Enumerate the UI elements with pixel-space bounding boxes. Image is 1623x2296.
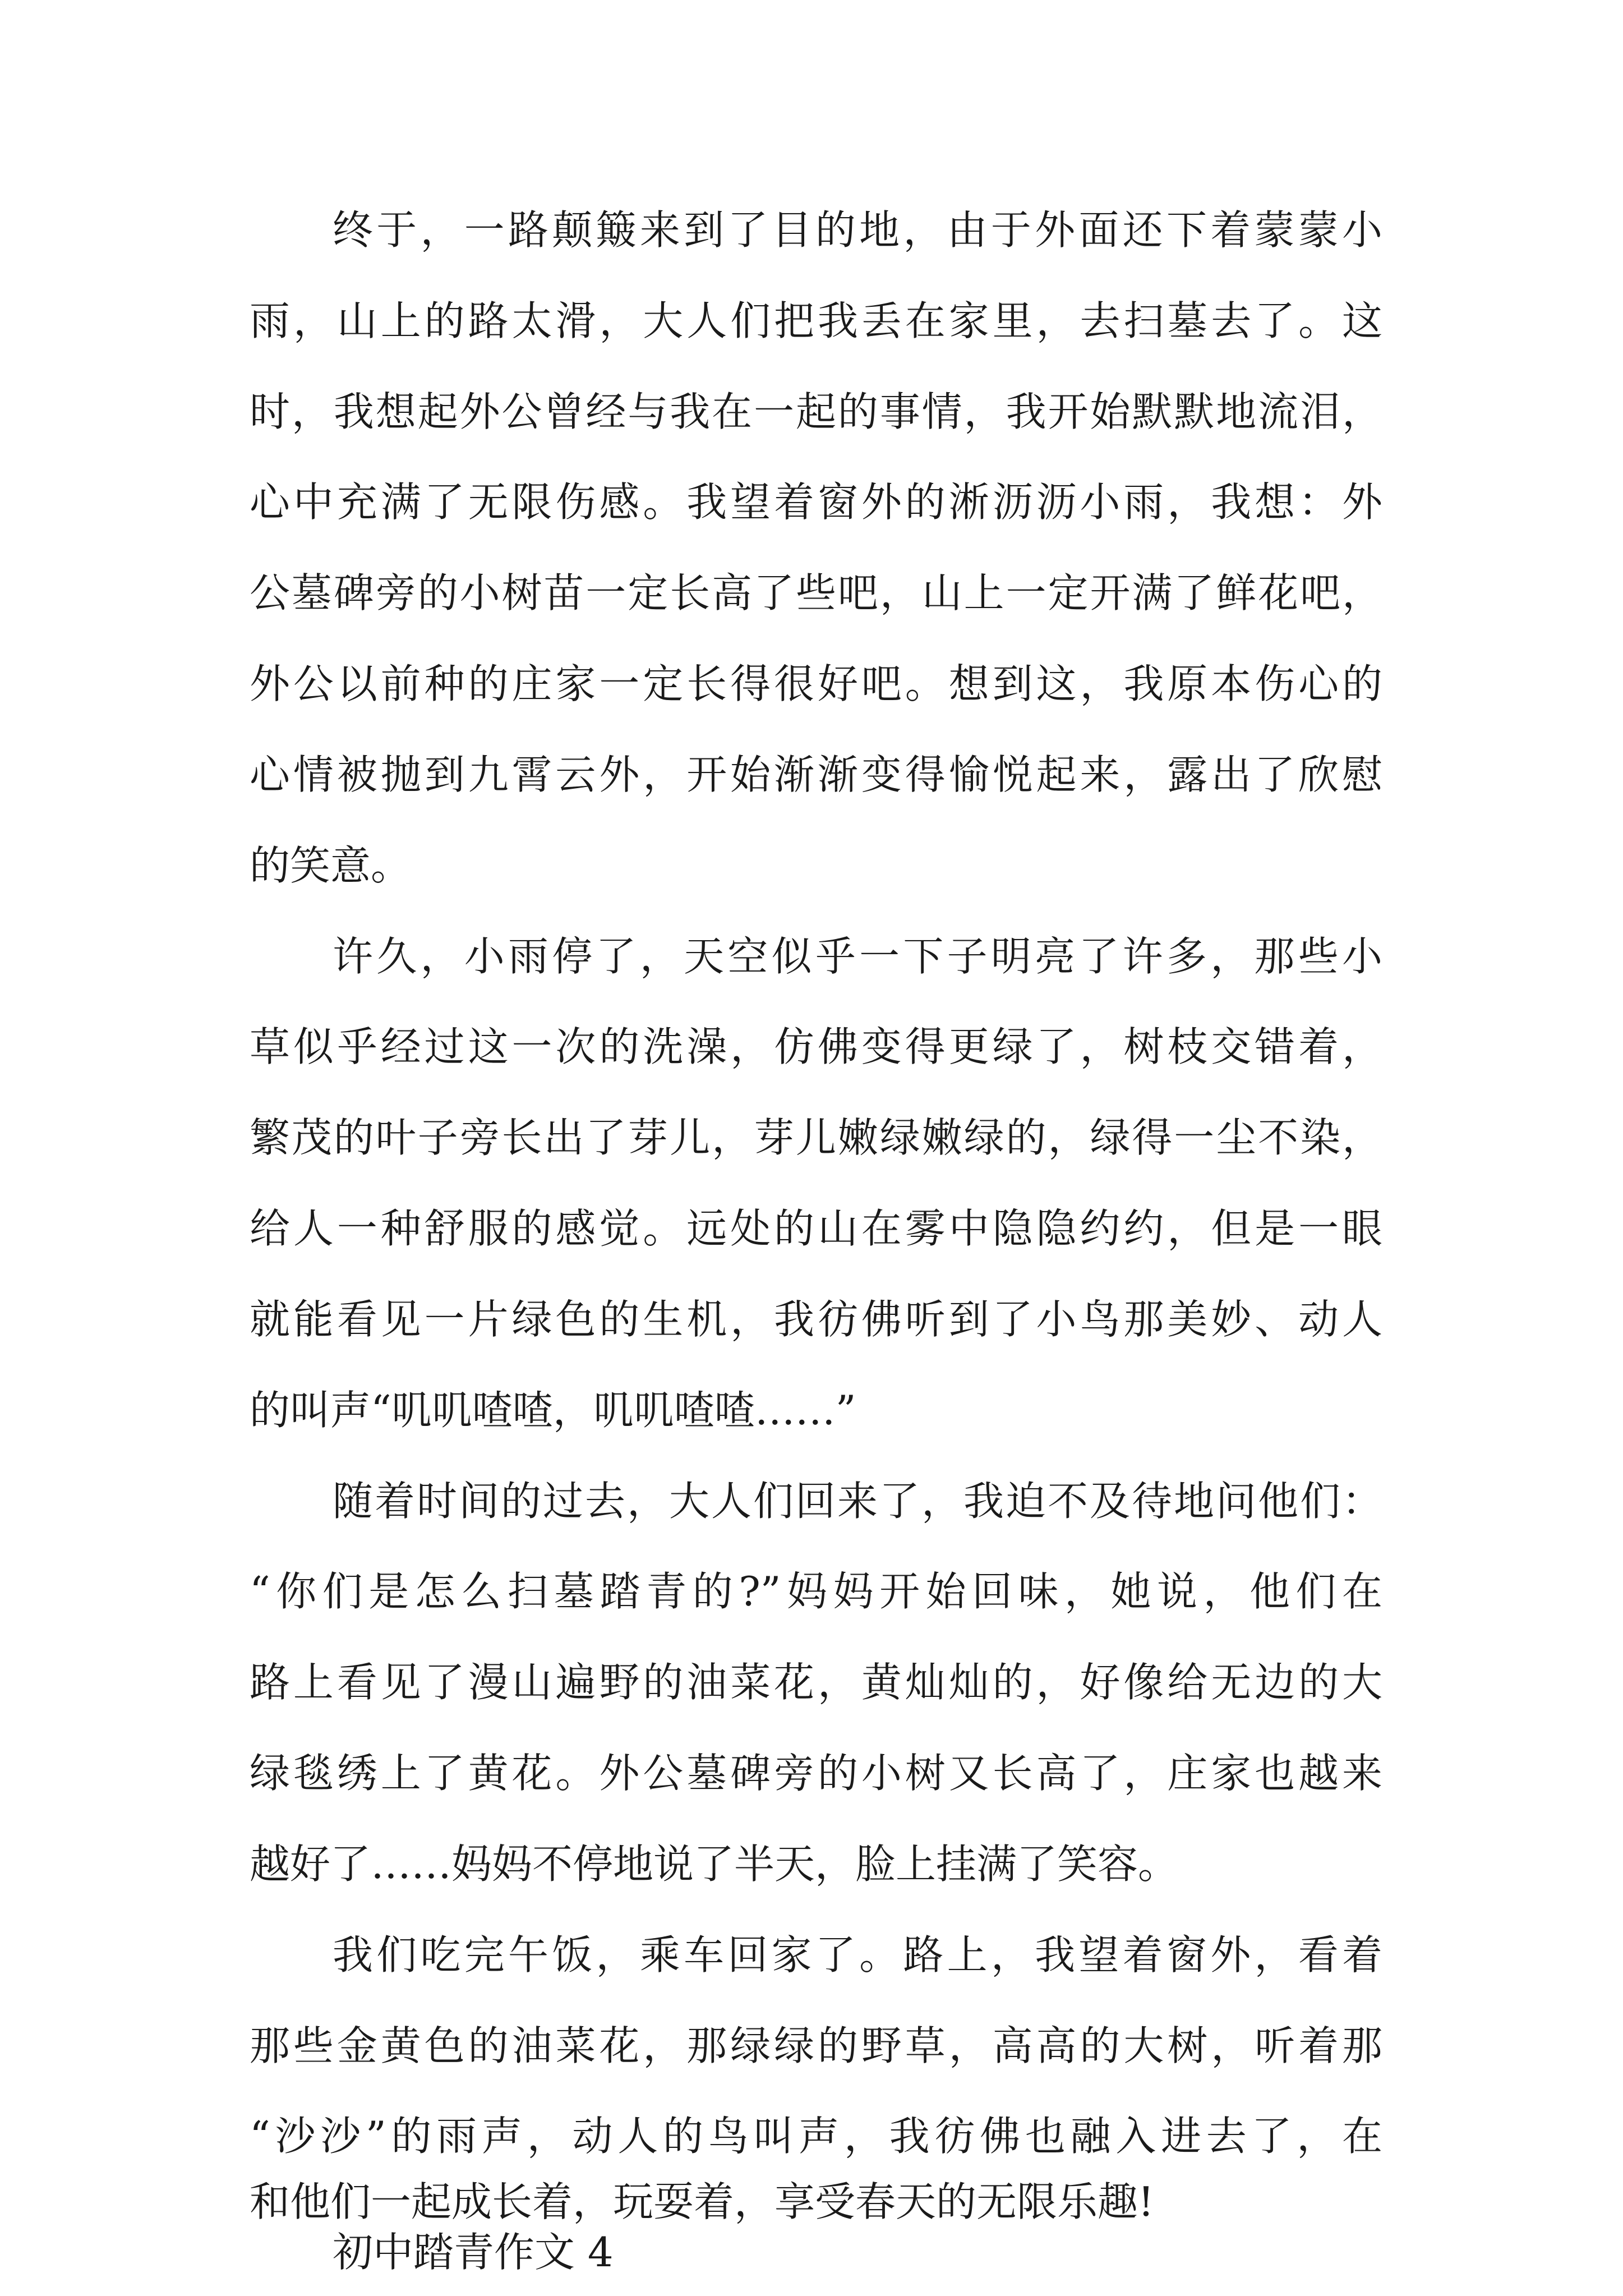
body-text-line: 越好了……妈妈不停地说了半天，脸上挂满了笑容。 [250,1841,1179,1888]
body-text-line: 终于，一路颠簸来到了目的地，由于外面还下着蒙蒙小 [333,206,1382,254]
body-text-line: 心情被抛到九霄云外，开始渐渐变得愉悦起来，露出了欣慰 [250,751,1382,798]
body-text-line: “沙沙”的雨声，动人的鸟叫声，我彷佛也融入进去了，在 [250,2113,1382,2160]
body-text-line: 随着时间的过去，大人们回来了，我迫不及待地问他们： [333,1478,1382,1525]
body-text-line: 路上看见了漫山遍野的油菜花，黄灿灿的，好像给无边的大 [250,1659,1382,1706]
body-text-line: 绿毯绣上了黄花。外公墓碑旁的小树又长高了，庄家也越来 [250,1750,1382,1797]
body-text-line: 那些金黄色的油菜花，那绿绿的野草，高高的大树，听着那 [250,2022,1382,2069]
body-text-line: 公墓碑旁的小树苗一定长高了些吧，山上一定开满了鲜花吧， [250,569,1382,616]
body-text-line: 繁茂的叶子旁长出了芽儿，芽儿嫩绿嫩绿的，绿得一尘不染， [250,1114,1382,1161]
body-text-line: 我们吃完午饭，乘车回家了。路上，我望着窗外，看着 [333,1931,1382,1978]
body-text-line: 草似乎经过这一次的洗澡，仿佛变得更绿了，树枝交错着， [250,1023,1382,1070]
section-heading: 初中踏青作文 4 [333,2229,614,2276]
body-text-line: 外公以前种的庄家一定长得很好吧。想到这，我原本伤心的 [250,660,1382,707]
body-text-line: 和他们一起成长着，玩耍着，享受春天的无限乐趣! [250,2178,1154,2225]
body-text-line: 许久，小雨停了，天空似乎一下子明亮了许多，那些小 [333,933,1382,980]
body-text-line: 心中充满了无限伤感。我望着窗外的淅沥沥小雨，我想：外 [250,478,1382,526]
body-text-line: 的叫声“叽叽喳喳，叽叽喳喳……” [250,1387,856,1434]
body-text-line: 给人一种舒服的感觉。远处的山在雾中隐隐约约，但是一眼 [250,1205,1382,1252]
body-text-line: 雨，山上的路太滑，大人们把我丢在家里，去扫墓去了。这 [250,297,1382,344]
body-text-line: “你们是怎么扫墓踏青的?”妈妈开始回味，她说，他们在 [250,1568,1382,1615]
body-text-line: 时，我想起外公曾经与我在一起的事情，我开始默默地流泪， [250,388,1382,435]
body-text-line: 就能看见一片绿色的生机，我彷佛听到了小鸟那美妙、动人 [250,1296,1382,1343]
body-text-line: 的笑意。 [250,842,412,889]
